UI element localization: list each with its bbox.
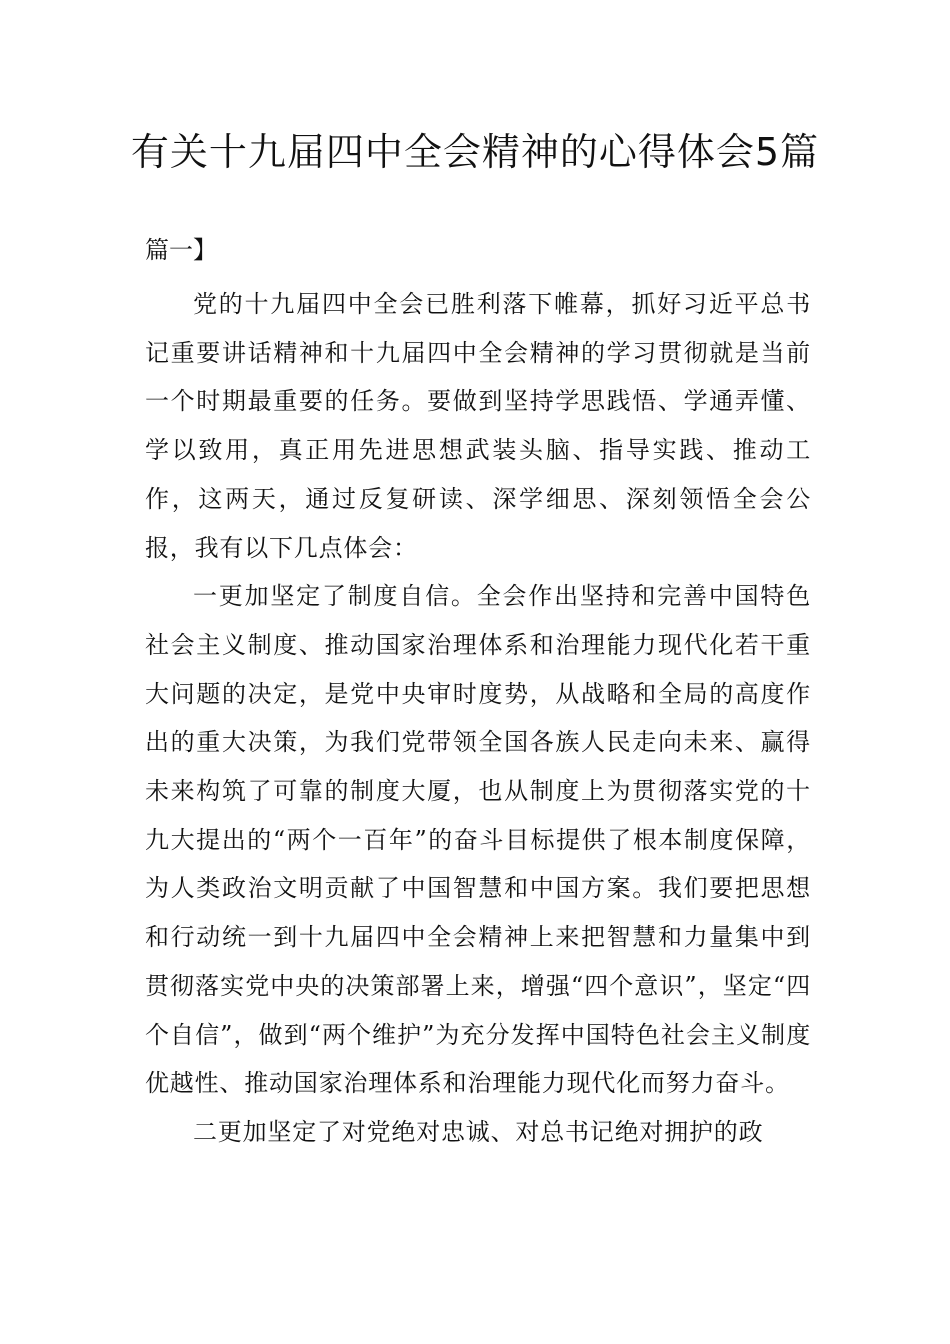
paragraph-3: 二更加坚定了对党绝对忠诚、对总书记绝对拥护的政 xyxy=(193,1117,764,1146)
document-title: 有关十九届四中全会精神的心得体会5篇 xyxy=(130,130,820,174)
paragraph-1: 党的十九届四中全会已胜利落下帷幕，抓好习近平总书记重要讲话精神和十九届四中全会精神的学习贯彻就是当前一个时期最重要的任务。要做到坚持学思践悟、学通弄懂、学以致用，真正用先进思想武装头脑、指导实践、推动工作，这两天，通过反复研读、深学细思、深刻领悟全会公报，我有以下几点体会： xyxy=(145,290,811,562)
paragraph-2: 一更加坚定了制度自信。全会作出坚持和完善中国特色社会主义制度、推动国家治理体系和治理能力现代化若干重大问题的决定，是党中央审时度势，从战略和全局的高度作出的重大决策，为我们党带领全国各族人民走向未来、赢得未来构筑了可靠的制度大厦，也从制度上为贯彻落实党的十九大提出的“两个一百年”的奋斗目标提供了根本制度保障，为人类政治文明贡献了中国智慧和中国方案。我们要把思想和行动统一到十九届四中全会精神上来把智慧和力量集中到贯彻落实党中央的决策部署上来，增强“四个意识”，坚定“四个自信”，做到“两个维护”为充分发挥中国特色社会主义制度优越性、推动国家治理体系和治理能力现代化而努力奋斗。 xyxy=(145,582,811,1098)
document-body xyxy=(145,280,811,1157)
section-label: 篇一】 xyxy=(145,236,217,264)
